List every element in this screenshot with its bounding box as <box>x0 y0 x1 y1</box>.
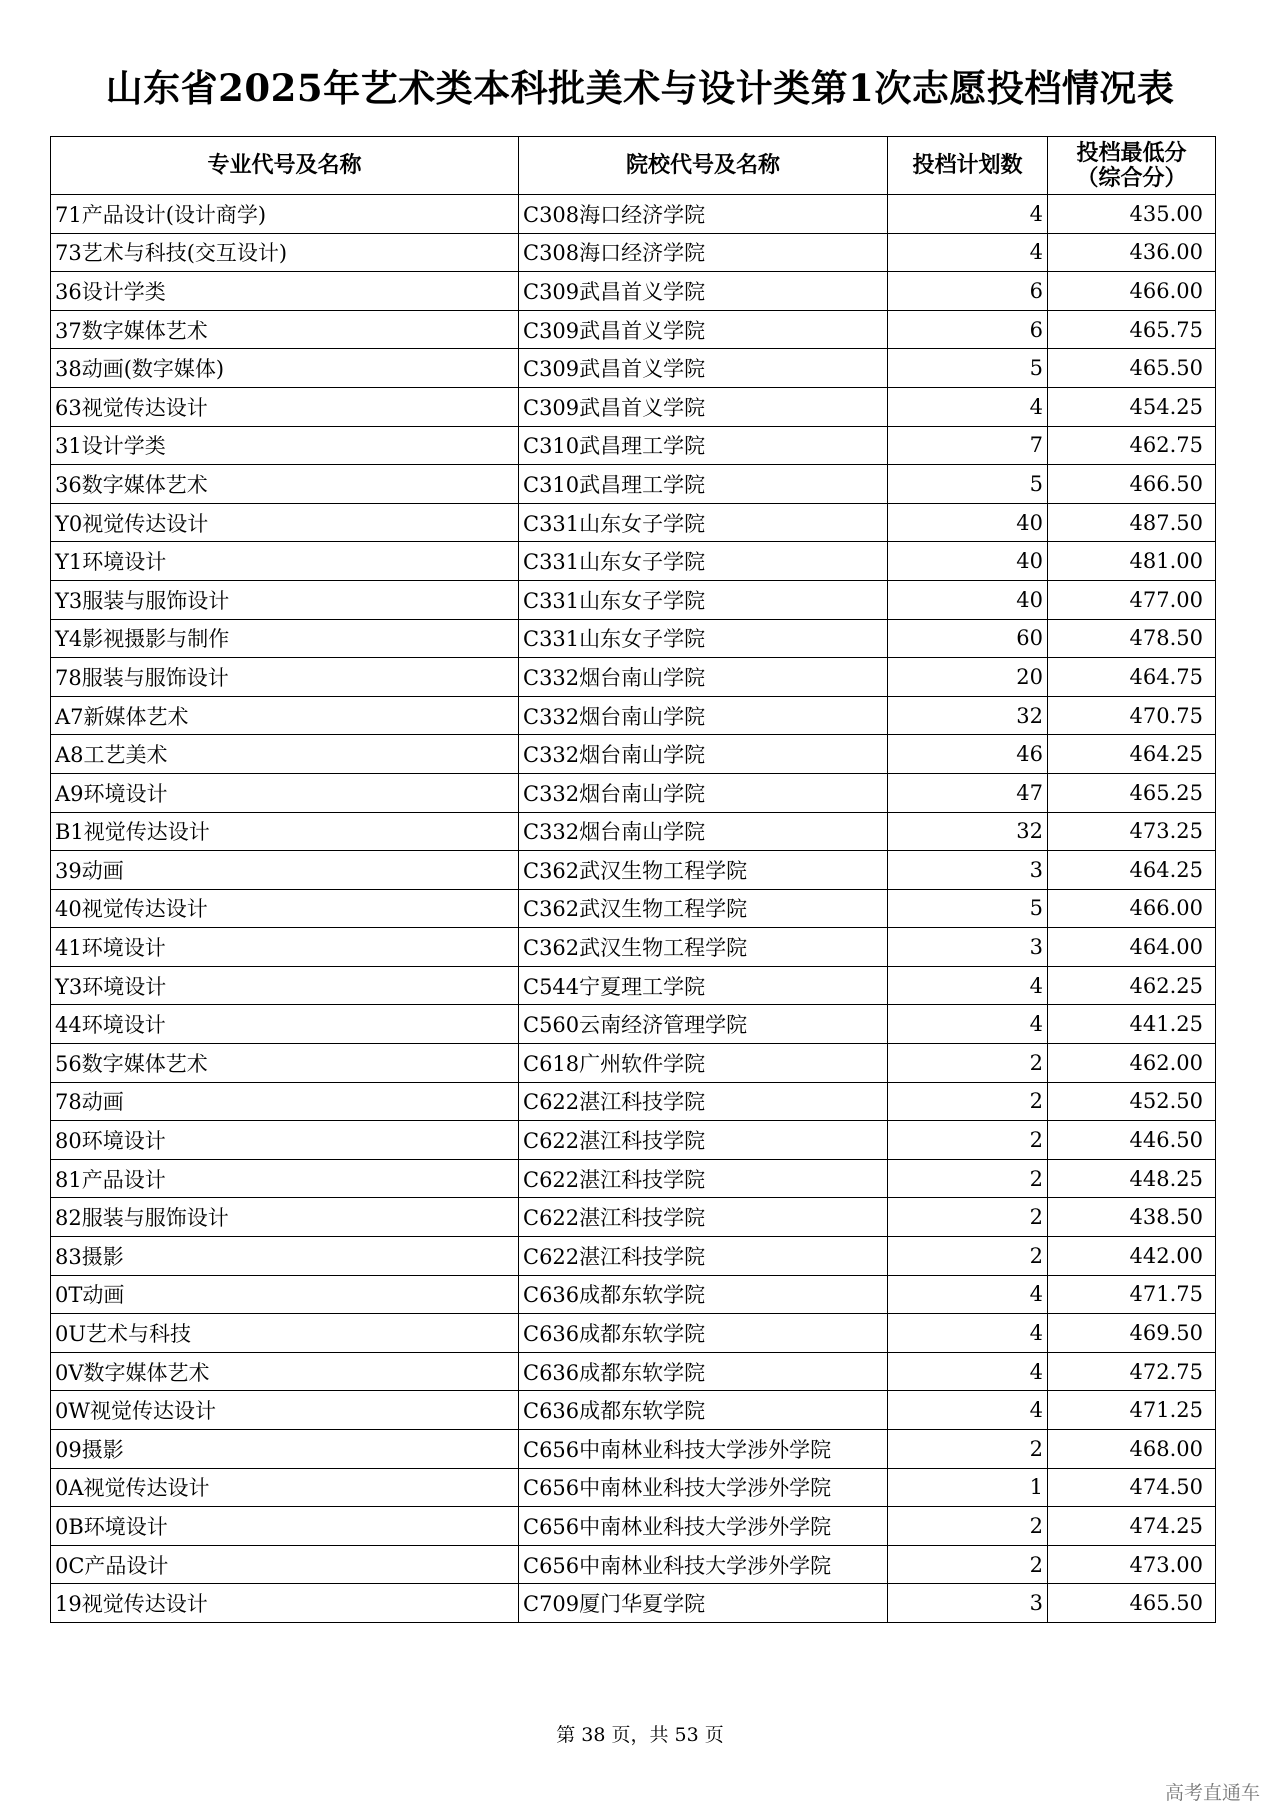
table-row <box>51 928 1216 967</box>
table-row <box>51 1275 1216 1314</box>
cell-major: 83摄影 <box>51 1237 519 1276</box>
cell-plan: 4 <box>888 1352 1048 1391</box>
cell-school: C656中南林业科技大学涉外学院 <box>519 1468 888 1507</box>
cell-school: C656中南林业科技大学涉外学院 <box>519 1430 888 1469</box>
cell-min-score: 474.25 <box>1048 1507 1216 1546</box>
cell-plan: 7 <box>888 426 1048 465</box>
admission-table <box>50 136 1216 1623</box>
cell-school: C622湛江科技学院 <box>519 1159 888 1198</box>
cell-school: C331山东女子学院 <box>519 580 888 619</box>
cell-major: A9环境设计 <box>51 773 519 812</box>
table-row <box>51 735 1216 774</box>
cell-min-score: 465.50 <box>1048 349 1216 388</box>
table-row <box>51 195 1216 234</box>
cell-min-score: 446.50 <box>1048 1121 1216 1160</box>
cell-min-score: 435.00 <box>1048 195 1216 234</box>
cell-school: C636成都东软学院 <box>519 1352 888 1391</box>
watermark: 高考直通车 <box>1164 1782 1260 1804</box>
table-row <box>51 1430 1216 1469</box>
cell-school: C544宁夏理工学院 <box>519 966 888 1005</box>
cell-school: C331山东女子学院 <box>519 503 888 542</box>
cell-major: 0U艺术与科技 <box>51 1314 519 1353</box>
cell-major: 56数字媒体艺术 <box>51 1044 519 1083</box>
cell-plan: 6 <box>888 310 1048 349</box>
cell-major: 81产品设计 <box>51 1159 519 1198</box>
header-school: 院校代号及名称 <box>519 137 888 195</box>
cell-major: 36数字媒体艺术 <box>51 465 519 504</box>
header-major: 专业代号及名称 <box>51 137 519 195</box>
cell-plan: 40 <box>888 503 1048 542</box>
table-row <box>51 619 1216 658</box>
cell-school: C362武汉生物工程学院 <box>519 889 888 928</box>
cell-major: 78服装与服饰设计 <box>51 658 519 697</box>
cell-plan: 4 <box>888 1275 1048 1314</box>
cell-plan: 2 <box>888 1121 1048 1160</box>
cell-min-score: 470.75 <box>1048 696 1216 735</box>
cell-major: 0C产品设计 <box>51 1545 519 1584</box>
cell-major: 82服装与服饰设计 <box>51 1198 519 1237</box>
table-header-row <box>51 137 1216 195</box>
cell-major: 0T动画 <box>51 1275 519 1314</box>
cell-plan: 3 <box>888 851 1048 890</box>
cell-school: C331山东女子学院 <box>519 619 888 658</box>
cell-school: C622湛江科技学院 <box>519 1082 888 1121</box>
cell-plan: 2 <box>888 1545 1048 1584</box>
cell-major: 31设计学类 <box>51 426 519 465</box>
table-row <box>51 1121 1216 1160</box>
cell-major: 0W视觉传达设计 <box>51 1391 519 1430</box>
table-row <box>51 966 1216 1005</box>
table-row <box>51 696 1216 735</box>
cell-major: 37数字媒体艺术 <box>51 310 519 349</box>
cell-school: C622湛江科技学院 <box>519 1237 888 1276</box>
table-row <box>51 1237 1216 1276</box>
cell-school: C308海口经济学院 <box>519 233 888 272</box>
table-row <box>51 387 1216 426</box>
cell-plan: 2 <box>888 1044 1048 1083</box>
cell-school: C332烟台南山学院 <box>519 658 888 697</box>
cell-plan: 5 <box>888 349 1048 388</box>
cell-plan: 2 <box>888 1159 1048 1198</box>
cell-plan: 3 <box>888 1584 1048 1623</box>
cell-min-score: 471.75 <box>1048 1275 1216 1314</box>
cell-plan: 5 <box>888 889 1048 928</box>
cell-major: 38动画(数字媒体) <box>51 349 519 388</box>
cell-major: 40视觉传达设计 <box>51 889 519 928</box>
cell-school: C636成都东软学院 <box>519 1391 888 1430</box>
table-row <box>51 889 1216 928</box>
cell-min-score: 441.25 <box>1048 1005 1216 1044</box>
cell-min-score: 466.50 <box>1048 465 1216 504</box>
cell-min-score: 464.00 <box>1048 928 1216 967</box>
cell-school: C656中南林业科技大学涉外学院 <box>519 1545 888 1584</box>
cell-plan: 47 <box>888 773 1048 812</box>
cell-major: Y3服装与服饰设计 <box>51 580 519 619</box>
cell-plan: 4 <box>888 1314 1048 1353</box>
cell-min-score: 454.25 <box>1048 387 1216 426</box>
cell-school: C622湛江科技学院 <box>519 1121 888 1160</box>
table-body <box>51 195 1216 1623</box>
cell-plan: 20 <box>888 658 1048 697</box>
cell-min-score: 466.00 <box>1048 889 1216 928</box>
header-min-score-line1: 投档最低分 <box>1076 140 1187 167</box>
table-row <box>51 851 1216 890</box>
cell-school: C308海口经济学院 <box>519 195 888 234</box>
cell-plan: 46 <box>888 735 1048 774</box>
cell-min-score: 462.75 <box>1048 426 1216 465</box>
cell-major: 0B环境设计 <box>51 1507 519 1546</box>
cell-major: 44环境设计 <box>51 1005 519 1044</box>
cell-school: C560云南经济管理学院 <box>519 1005 888 1044</box>
cell-major: 36设计学类 <box>51 272 519 311</box>
cell-major: 0A视觉传达设计 <box>51 1468 519 1507</box>
cell-plan: 32 <box>888 696 1048 735</box>
cell-min-score: 464.25 <box>1048 735 1216 774</box>
cell-school: C709厦门华夏学院 <box>519 1584 888 1623</box>
cell-major: 80环境设计 <box>51 1121 519 1160</box>
table-row <box>51 1584 1216 1623</box>
cell-plan: 6 <box>888 272 1048 311</box>
cell-major: 63视觉传达设计 <box>51 387 519 426</box>
cell-min-score: 468.00 <box>1048 1430 1216 1469</box>
cell-major: Y1环境设计 <box>51 542 519 581</box>
cell-major: Y0视觉传达设计 <box>51 503 519 542</box>
cell-min-score: 466.00 <box>1048 272 1216 311</box>
table-row <box>51 465 1216 504</box>
cell-min-score: 464.75 <box>1048 658 1216 697</box>
cell-plan: 32 <box>888 812 1048 851</box>
cell-plan: 4 <box>888 1005 1048 1044</box>
cell-plan: 5 <box>888 465 1048 504</box>
cell-min-score: 464.25 <box>1048 851 1216 890</box>
cell-school: C656中南林业科技大学涉外学院 <box>519 1507 888 1546</box>
cell-min-score: 448.25 <box>1048 1159 1216 1198</box>
cell-school: C618广州软件学院 <box>519 1044 888 1083</box>
cell-school: C309武昌首义学院 <box>519 387 888 426</box>
table-row <box>51 310 1216 349</box>
table-row <box>51 658 1216 697</box>
cell-min-score: 469.50 <box>1048 1314 1216 1353</box>
cell-min-score: 442.00 <box>1048 1237 1216 1276</box>
table-row <box>51 503 1216 542</box>
cell-school: C362武汉生物工程学院 <box>519 851 888 890</box>
cell-major: 0V数字媒体艺术 <box>51 1352 519 1391</box>
cell-plan: 1 <box>888 1468 1048 1507</box>
cell-major: Y3环境设计 <box>51 966 519 1005</box>
cell-plan: 4 <box>888 966 1048 1005</box>
table-row <box>51 349 1216 388</box>
table-row <box>51 1198 1216 1237</box>
cell-plan: 4 <box>888 195 1048 234</box>
cell-min-score: 471.25 <box>1048 1391 1216 1430</box>
cell-school: C332烟台南山学院 <box>519 773 888 812</box>
cell-major: 41环境设计 <box>51 928 519 967</box>
cell-major: A8工艺美术 <box>51 735 519 774</box>
cell-school: C636成都东软学院 <box>519 1275 888 1314</box>
page-title: 山东省2025年艺术类本科批美术与设计类第1次志愿投档情况表 <box>105 66 1175 110</box>
table-row <box>51 1545 1216 1584</box>
table-row <box>51 426 1216 465</box>
table-row <box>51 1352 1216 1391</box>
cell-min-score: 452.50 <box>1048 1082 1216 1121</box>
cell-school: C309武昌首义学院 <box>519 310 888 349</box>
cell-school: C362武汉生物工程学院 <box>519 928 888 967</box>
table-row <box>51 1507 1216 1546</box>
header-min-score <box>1048 137 1216 195</box>
cell-min-score: 481.00 <box>1048 542 1216 581</box>
table-row <box>51 1044 1216 1083</box>
cell-major: 73艺术与科技(交互设计) <box>51 233 519 272</box>
cell-min-score: 473.25 <box>1048 812 1216 851</box>
cell-plan: 2 <box>888 1198 1048 1237</box>
cell-min-score: 472.75 <box>1048 1352 1216 1391</box>
cell-plan: 3 <box>888 928 1048 967</box>
cell-major: 09摄影 <box>51 1430 519 1469</box>
cell-school: C310武昌理工学院 <box>519 465 888 504</box>
table-row <box>51 1159 1216 1198</box>
cell-min-score: 474.50 <box>1048 1468 1216 1507</box>
cell-major: 78动画 <box>51 1082 519 1121</box>
header-min-score-line2: （综合分） <box>1076 164 1187 191</box>
cell-min-score: 438.50 <box>1048 1198 1216 1237</box>
cell-school: C310武昌理工学院 <box>519 426 888 465</box>
cell-plan: 60 <box>888 619 1048 658</box>
cell-plan: 2 <box>888 1082 1048 1121</box>
cell-plan: 4 <box>888 387 1048 426</box>
cell-min-score: 478.50 <box>1048 619 1216 658</box>
table-row <box>51 1082 1216 1121</box>
cell-plan: 4 <box>888 1391 1048 1430</box>
cell-min-score: 462.00 <box>1048 1044 1216 1083</box>
cell-school: C622湛江科技学院 <box>519 1198 888 1237</box>
cell-min-score: 465.50 <box>1048 1584 1216 1623</box>
cell-major: 19视觉传达设计 <box>51 1584 519 1623</box>
cell-major: B1视觉传达设计 <box>51 812 519 851</box>
table-row <box>51 233 1216 272</box>
table-row <box>51 1005 1216 1044</box>
cell-plan: 40 <box>888 542 1048 581</box>
cell-plan: 40 <box>888 580 1048 619</box>
cell-plan: 2 <box>888 1507 1048 1546</box>
cell-min-score: 487.50 <box>1048 503 1216 542</box>
cell-plan: 2 <box>888 1237 1048 1276</box>
cell-major: 71产品设计(设计商学) <box>51 195 519 234</box>
cell-plan: 2 <box>888 1430 1048 1469</box>
cell-min-score: 477.00 <box>1048 580 1216 619</box>
header-plan: 投档计划数 <box>888 137 1048 195</box>
cell-min-score: 465.25 <box>1048 773 1216 812</box>
cell-min-score: 436.00 <box>1048 233 1216 272</box>
table-row <box>51 580 1216 619</box>
cell-major: Y4影视摄影与制作 <box>51 619 519 658</box>
cell-major: A7新媒体艺术 <box>51 696 519 735</box>
table-row <box>51 1468 1216 1507</box>
cell-major: 39动画 <box>51 851 519 890</box>
cell-school: C332烟台南山学院 <box>519 735 888 774</box>
table-row <box>51 773 1216 812</box>
cell-min-score: 473.00 <box>1048 1545 1216 1584</box>
cell-plan: 4 <box>888 233 1048 272</box>
cell-school: C309武昌首义学院 <box>519 272 888 311</box>
table-row <box>51 1391 1216 1430</box>
cell-min-score: 462.25 <box>1048 966 1216 1005</box>
table-row <box>51 272 1216 311</box>
page-number: 第 38 页，共 53 页 <box>556 1724 724 1746</box>
cell-school: C332烟台南山学院 <box>519 696 888 735</box>
cell-min-score: 465.75 <box>1048 310 1216 349</box>
cell-school: C331山东女子学院 <box>519 542 888 581</box>
cell-school: C332烟台南山学院 <box>519 812 888 851</box>
cell-school: C309武昌首义学院 <box>519 349 888 388</box>
table-row <box>51 1314 1216 1353</box>
table-row <box>51 542 1216 581</box>
table-row <box>51 812 1216 851</box>
cell-school: C636成都东软学院 <box>519 1314 888 1353</box>
